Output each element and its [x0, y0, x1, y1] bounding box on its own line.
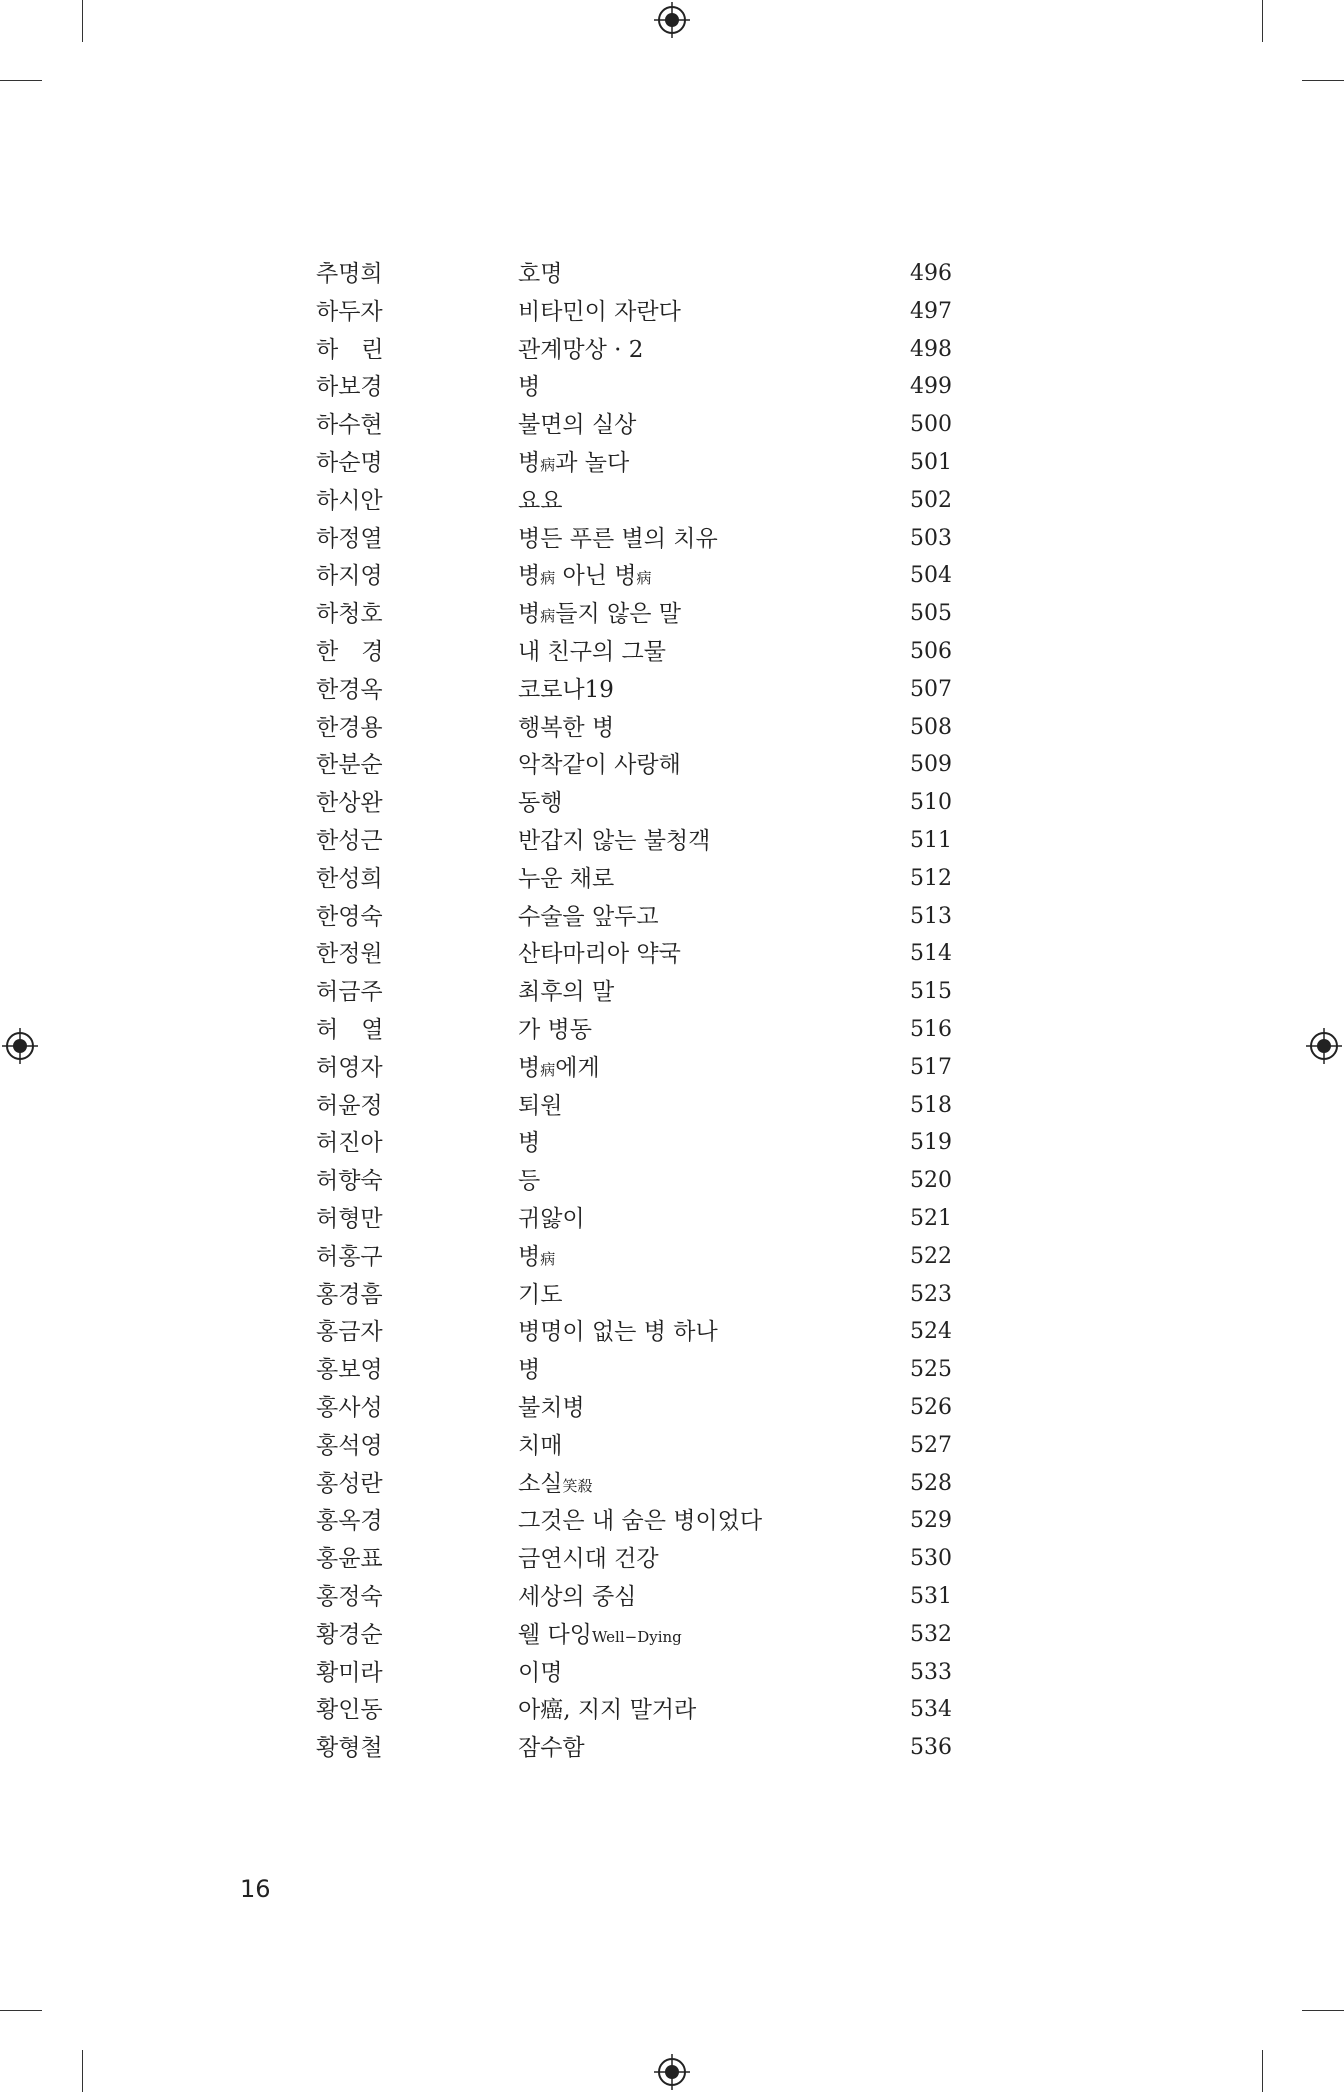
- poem-title: [518, 1729, 585, 1767]
- poem-title-annotation: 病: [540, 607, 556, 626]
- poem-title: [518, 1465, 592, 1505]
- author-name: 한경옥: [316, 676, 383, 703]
- poem-title: [518, 1011, 592, 1049]
- poem-title-text: 호명: [518, 261, 563, 287]
- poem-title: [518, 1502, 762, 1540]
- poem-title: [518, 1162, 540, 1200]
- page-ref: 496: [910, 261, 952, 286]
- poem-title: [518, 595, 681, 635]
- author-name: 한정원: [316, 941, 383, 968]
- toc-entry: [0, 1616, 1344, 1654]
- poem-title-text: 병: [518, 1130, 541, 1157]
- toc-entry: [0, 860, 1344, 898]
- poem-title-text: 코로나19: [518, 676, 614, 703]
- poem-title-text: 불치병: [518, 1395, 585, 1421]
- toc-entry: [0, 633, 1344, 671]
- page-ref: 507: [910, 676, 952, 702]
- crop-mark: [1262, 2050, 1263, 2092]
- toc-entry: [0, 1049, 1344, 1087]
- author-name: 황인동: [316, 1697, 383, 1724]
- toc-entry: [0, 1654, 1344, 1692]
- poem-title-annotation: Well−Dying: [591, 1627, 682, 1646]
- page-ref: 525: [910, 1357, 952, 1383]
- crop-mark: [0, 80, 42, 81]
- poem-title-text: 금연시대 건강: [518, 1546, 659, 1573]
- toc-entry: [0, 1238, 1344, 1276]
- poem-title-text: 웰 다잉: [518, 1621, 592, 1648]
- poem-title-text: 병: [518, 1357, 541, 1384]
- page-ref: 500: [910, 412, 952, 438]
- toc-entry: [0, 1465, 1344, 1503]
- author-name: 황형철: [316, 1735, 383, 1762]
- poem-title: [518, 520, 718, 558]
- toc-entry: [0, 1351, 1344, 1389]
- poem-title-text: 아癌, 지지 말거라: [518, 1697, 697, 1724]
- poem-title-text: 병든 푸른 별의 치유: [518, 525, 718, 552]
- toc-entry: [0, 293, 1344, 331]
- poem-title-annotation: 病: [540, 1249, 556, 1268]
- registration-mark-icon: [654, 2054, 690, 2090]
- page-ref: 527: [910, 1432, 952, 1458]
- author-name: 허영자: [316, 1054, 383, 1081]
- poem-title-text: 행복한 병: [518, 714, 615, 741]
- poem-title: [518, 1238, 555, 1278]
- toc-entry: [0, 1313, 1344, 1351]
- author-name: 홍정숙: [316, 1584, 383, 1610]
- page-ref: 526: [910, 1395, 952, 1420]
- poem-title-text: 병: [518, 563, 541, 590]
- author-name: 허윤정: [316, 1092, 383, 1119]
- author-name: 한 경: [316, 639, 384, 665]
- author-name: 홍옥경: [316, 1508, 383, 1535]
- poem-title: [518, 331, 643, 369]
- poem-title-annotation: 病: [540, 1060, 556, 1079]
- poem-title-text: 최후의 말: [518, 979, 615, 1006]
- page-ref: 510: [910, 790, 952, 816]
- poem-title: [518, 1049, 600, 1089]
- toc-entry: [0, 1540, 1344, 1578]
- page-ref: 501: [910, 450, 952, 475]
- poem-title: [518, 784, 562, 822]
- page-ref: 515: [910, 979, 952, 1005]
- toc-entry: [0, 444, 1344, 482]
- page-ref: 505: [910, 601, 952, 627]
- poem-title: [518, 709, 614, 747]
- author-name: 한분순: [316, 752, 383, 779]
- author-name: 허금주: [316, 979, 383, 1006]
- poem-title: [518, 406, 636, 444]
- author-name: 한성근: [316, 828, 383, 854]
- poem-title-annotation: 笑殺: [562, 1476, 593, 1495]
- page-ref: 513: [910, 903, 952, 929]
- poem-title-text: 관계망상 · 2: [518, 336, 644, 363]
- toc-entry: [0, 1729, 1344, 1767]
- page-ref: 532: [910, 1621, 952, 1647]
- toc-entry: [0, 1011, 1344, 1049]
- toc-entry: [0, 1427, 1344, 1465]
- page-ref: 512: [910, 865, 952, 891]
- author-name: 하 린: [316, 336, 384, 363]
- author-name: 하보경: [316, 374, 383, 401]
- poem-title-annotation: 病: [540, 456, 556, 474]
- author-name: 한성희: [316, 865, 383, 892]
- poem-title-text: 들지 않은 말: [555, 601, 681, 628]
- page-ref: 508: [910, 714, 952, 740]
- poem-title-text: 등: [518, 1168, 541, 1195]
- poem-title: [518, 1351, 540, 1389]
- toc-entry: [0, 709, 1344, 747]
- crop-mark: [1302, 2010, 1344, 2011]
- poem-title: [518, 1200, 585, 1238]
- poem-title: [518, 860, 614, 898]
- author-name: 추명희: [316, 261, 383, 287]
- poem-title-text: 반갑지 않는 불청객: [518, 828, 711, 854]
- poem-title-text: 병: [518, 450, 541, 476]
- poem-title-text: 이명: [518, 1659, 563, 1686]
- toc-entry: [0, 1389, 1344, 1427]
- author-name: 홍경흠: [316, 1281, 383, 1308]
- poem-title-text: 비타민이 자란다: [518, 298, 681, 325]
- author-name: 홍사성: [316, 1395, 383, 1421]
- poem-title: [518, 1124, 540, 1162]
- poem-title: [518, 633, 666, 671]
- poem-title-text: 내 친구의 그물: [518, 639, 666, 665]
- page-ref: 506: [910, 639, 952, 664]
- poem-title: [518, 1427, 562, 1465]
- page-ref: 499: [910, 374, 952, 400]
- page-ref: 503: [910, 525, 952, 551]
- toc-entry: [0, 1502, 1344, 1540]
- toc-entry: [0, 520, 1344, 558]
- poem-title: [518, 746, 681, 784]
- poem-title-text: 퇴원: [518, 1092, 563, 1119]
- author-name: 하청호: [316, 601, 383, 628]
- poem-title-text: 산타마리아 약국: [518, 941, 681, 968]
- page-number: 16: [240, 1875, 271, 1903]
- page-ref: 517: [910, 1054, 952, 1080]
- author-name: 황미라: [316, 1659, 383, 1686]
- author-name: 황경순: [316, 1621, 383, 1648]
- author-name: 홍성란: [316, 1470, 383, 1497]
- author-name: 허홍구: [316, 1243, 383, 1270]
- poem-title: [518, 935, 681, 973]
- author-name: 허향숙: [316, 1168, 383, 1195]
- toc-entry: [0, 255, 1344, 293]
- toc-entry: [0, 1578, 1344, 1616]
- page-ref: 509: [910, 752, 952, 778]
- poem-title-text: 치매: [518, 1432, 563, 1459]
- poem-title-text: 그것은 내 숨은 병이었다: [518, 1508, 763, 1535]
- poem-title-annotation: 病: [540, 569, 556, 588]
- page-ref: 520: [910, 1168, 952, 1194]
- author-name: 홍윤표: [316, 1546, 383, 1573]
- poem-title: [518, 973, 614, 1011]
- poem-title: [518, 1691, 696, 1729]
- toc-entry: [0, 898, 1344, 936]
- toc-entry: [0, 595, 1344, 633]
- registration-mark-icon: [654, 2, 690, 38]
- author-name: 하순명: [316, 450, 383, 476]
- poem-title: [518, 822, 710, 860]
- crop-mark: [1262, 0, 1263, 42]
- poem-title: [518, 368, 540, 406]
- page-ref: 528: [910, 1470, 952, 1496]
- toc-entry: [0, 368, 1344, 406]
- toc-entry: [0, 1200, 1344, 1238]
- poem-title: [518, 293, 681, 331]
- toc-entry: [0, 784, 1344, 822]
- page-ref: 519: [910, 1130, 952, 1156]
- toc-entry: [0, 482, 1344, 520]
- poem-title: [518, 1087, 562, 1125]
- author-name: 하시안: [316, 487, 383, 514]
- page-ref: 521: [910, 1206, 952, 1231]
- crop-mark: [1302, 80, 1344, 81]
- poem-title-text: 병명이 없는 병 하나: [518, 1319, 718, 1346]
- toc-entry: [0, 331, 1344, 369]
- toc-entry: [0, 1276, 1344, 1314]
- author-name: 하수현: [316, 412, 383, 439]
- poem-title: [518, 444, 629, 484]
- toc-entry: [0, 1162, 1344, 1200]
- poem-title-text: 에게: [555, 1054, 600, 1081]
- poem-title-text: 악착같이 사랑해: [518, 752, 681, 779]
- page-ref: 514: [910, 941, 952, 967]
- page-ref: 536: [910, 1735, 952, 1761]
- poem-title-annotation: 病: [636, 569, 652, 588]
- poem-title: [518, 255, 562, 293]
- toc-entry: [0, 973, 1344, 1011]
- poem-title-text: 아닌 병: [555, 563, 637, 590]
- page-ref: 498: [910, 336, 952, 362]
- page-ref: 518: [910, 1092, 952, 1118]
- page-ref: 534: [910, 1697, 952, 1723]
- poem-title: [518, 1276, 562, 1314]
- page-ref: 522: [910, 1243, 952, 1269]
- crop-mark: [0, 2010, 42, 2011]
- poem-title: [518, 557, 652, 597]
- page-ref: 497: [910, 298, 952, 324]
- toc-entry: [0, 746, 1344, 784]
- toc-entry: [0, 671, 1344, 709]
- poem-title-text: 가 병동: [518, 1017, 592, 1043]
- poem-title: [518, 1578, 636, 1616]
- author-name: 허형만: [316, 1206, 383, 1232]
- poem-title-text: 기도: [518, 1281, 563, 1308]
- toc-entry: [0, 1691, 1344, 1729]
- poem-title-text: 세상의 중심: [518, 1584, 637, 1610]
- poem-title: [518, 1654, 562, 1692]
- poem-title: [518, 1389, 585, 1427]
- poem-title-text: 수술을 앞두고: [518, 903, 659, 930]
- author-name: 허진아: [316, 1130, 383, 1157]
- poem-title-text: 귀앓이: [518, 1206, 585, 1232]
- page-ref: 516: [910, 1017, 952, 1042]
- poem-title-text: 병: [518, 1054, 541, 1081]
- toc-entry: [0, 1124, 1344, 1162]
- author-name: 한상완: [316, 790, 383, 817]
- page-ref: 529: [910, 1508, 952, 1534]
- page-ref: 502: [910, 487, 952, 513]
- poem-title-text: 잠수함: [518, 1735, 585, 1762]
- poem-title-text: 병: [518, 1243, 541, 1270]
- author-name: 하정열: [316, 525, 383, 552]
- poem-title: [518, 1616, 682, 1656]
- toc-entry: [0, 822, 1344, 860]
- page-ref: 531: [910, 1584, 952, 1609]
- author-name: 홍석영: [316, 1432, 383, 1459]
- crop-mark: [82, 2050, 83, 2092]
- poem-title-text: 소실: [518, 1470, 563, 1497]
- poem-title: [518, 482, 562, 520]
- page-ref: 511: [910, 828, 952, 853]
- author-name: 하두자: [316, 298, 383, 325]
- author-name: 홍금자: [316, 1319, 383, 1346]
- page-ref: 523: [910, 1281, 952, 1307]
- author-name: 한경용: [316, 714, 383, 741]
- poem-title-text: 동행: [518, 790, 563, 817]
- poem-title-text: 요요: [518, 487, 563, 514]
- toc-entry: [0, 1087, 1344, 1125]
- author-name: 허 열: [316, 1017, 384, 1043]
- poem-title-text: 과 놀다: [555, 450, 630, 476]
- poem-title-text: 누운 채로: [518, 865, 615, 892]
- author-name: 홍보영: [316, 1357, 383, 1384]
- poem-title-text: 병: [518, 601, 541, 628]
- poem-title: [518, 898, 659, 936]
- crop-mark: [82, 0, 83, 42]
- poem-title: [518, 1540, 659, 1578]
- page-ref: 524: [910, 1319, 952, 1345]
- poem-title: [518, 1313, 718, 1351]
- toc-entry: [0, 935, 1344, 973]
- poem-title-text: 불면의 실상: [518, 412, 637, 439]
- author-name: 하지영: [316, 563, 383, 590]
- toc-entry: [0, 557, 1344, 595]
- poem-title-text: 병: [518, 374, 541, 401]
- author-name: 한영숙: [316, 903, 383, 930]
- toc-entry: [0, 406, 1344, 444]
- page-ref: 504: [910, 563, 952, 589]
- poem-title: [518, 671, 614, 709]
- page-ref: 533: [910, 1659, 952, 1685]
- page-ref: 530: [910, 1546, 952, 1572]
